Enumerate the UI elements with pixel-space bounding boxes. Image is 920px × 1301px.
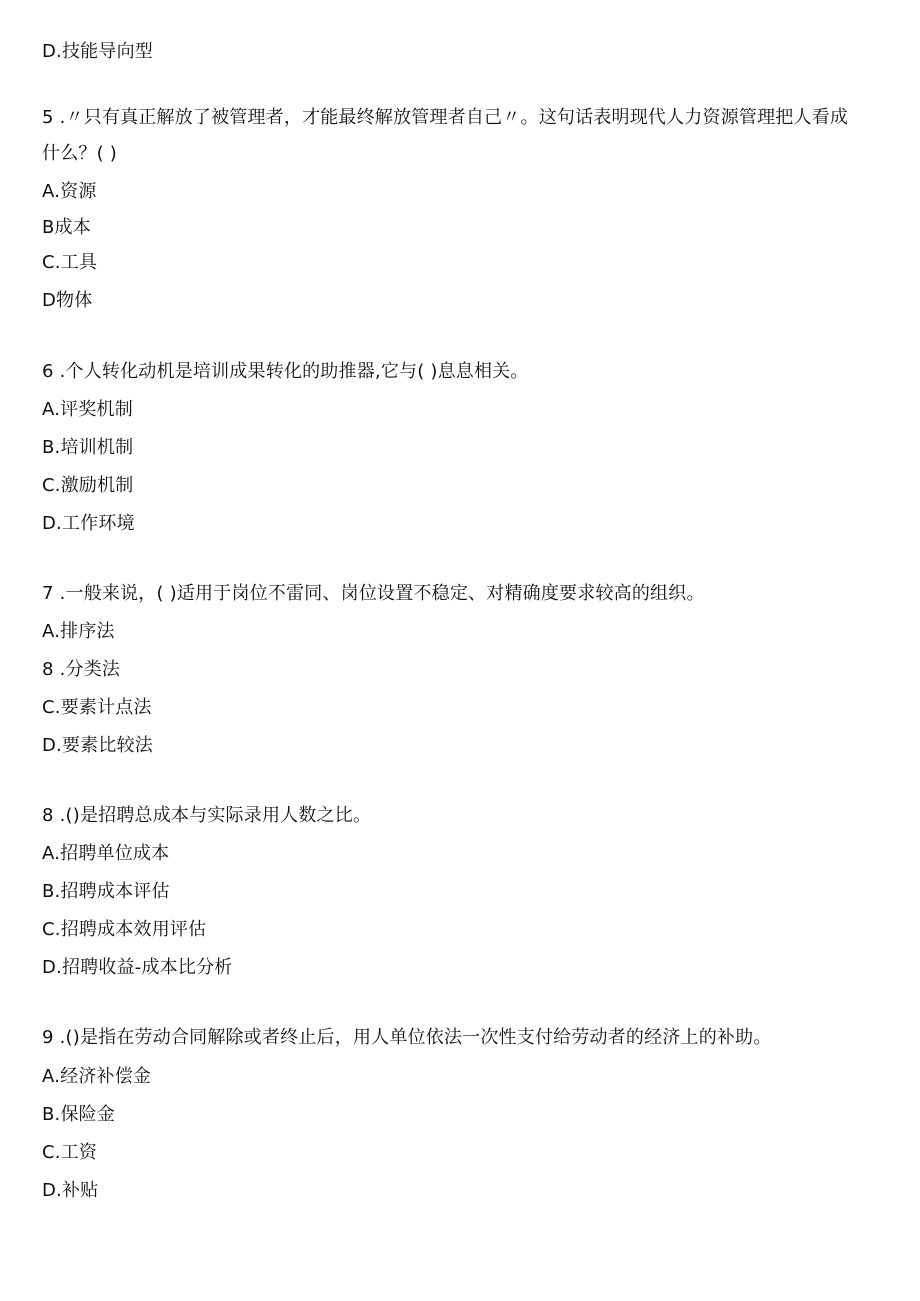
- option-d-prev-question: D.技能导向型: [42, 41, 153, 62]
- question-7-option-d: D.要素比较法: [42, 735, 153, 756]
- question-7-option-c: C.要素计点法: [42, 697, 152, 718]
- question-9-stem: 9 .()是指在劳动合同解除或者终止后，用人单位依法一次性支付给劳动者的经济上的补助。: [42, 1027, 772, 1048]
- question-9-option-b: B.保险金: [42, 1104, 116, 1125]
- question-5-option-a: A.资源: [42, 181, 97, 202]
- question-5-option-c: C.工具: [42, 252, 98, 273]
- question-9-option-d: D.补贴: [42, 1180, 99, 1201]
- question-7-option-b: 8 .分类法: [42, 659, 121, 680]
- question-5-option-d: D物体: [42, 290, 93, 311]
- question-6-option-b: B.培训机制: [42, 437, 134, 458]
- question-5-stem-cont: 什么？( ): [42, 143, 117, 164]
- question-5-option-b: B成本: [42, 217, 91, 238]
- question-6-option-a: A.评奖机制: [42, 399, 133, 420]
- question-9-option-a: A.经济补偿金: [42, 1066, 152, 1087]
- question-8-option-a: A.招聘单位成本: [42, 843, 170, 864]
- question-6-option-c: C.激励机制: [42, 475, 134, 496]
- question-7-stem: 7 .一般来说，( )适用于岗位不雷同、岗位设置不稳定、对精确度要求较高的组织。: [42, 583, 705, 604]
- question-8-option-c: C.招聘成本效用评估: [42, 919, 207, 940]
- question-5-stem: 5 .〃只有真正解放了被管理者，才能最终解放管理者自己〃。这句话表明现代人力资源管理把人看成: [42, 107, 849, 128]
- question-6-stem: 6 .个人转化动机是培训成果转化的助推器,它与( )息息相关。: [42, 361, 529, 382]
- question-6-option-d: D.工作环境: [42, 513, 135, 534]
- question-9-option-c: C.工资: [42, 1142, 98, 1163]
- question-8-option-b: B.招聘成本评估: [42, 881, 170, 902]
- question-8-stem: 8 .()是招聘总成本与实际录用人数之比。: [42, 805, 372, 826]
- question-8-option-d: D.招聘收益-成本比分析: [42, 957, 233, 978]
- question-7-option-a: A.排序法: [42, 621, 115, 642]
